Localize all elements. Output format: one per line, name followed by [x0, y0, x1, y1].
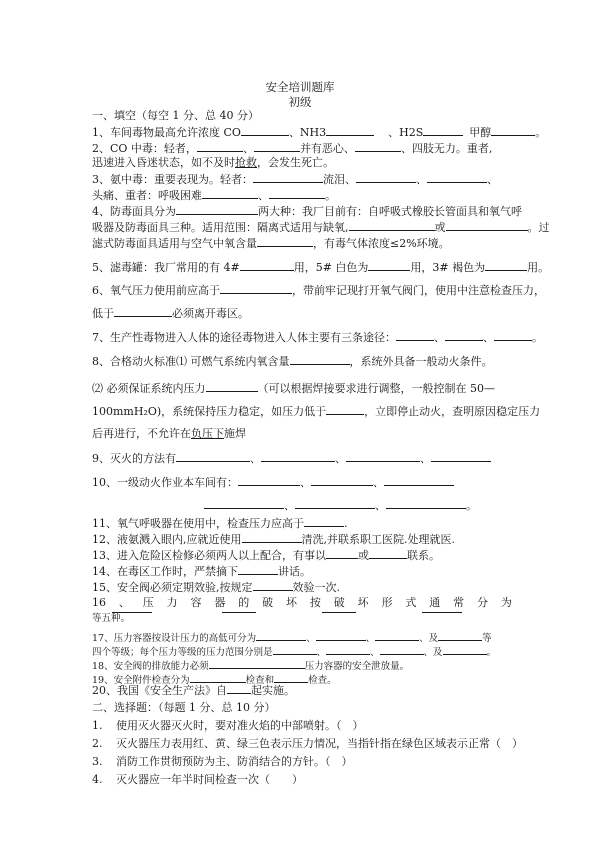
- blank[interactable]: [445, 330, 483, 341]
- blank[interactable]: [274, 672, 308, 683]
- blank[interactable]: [356, 172, 416, 183]
- choice-question-1: 1. 使用灭火器灭火时，要对准火焰的中部喷射。（ ）: [92, 719, 364, 732]
- blank[interactable]: [238, 564, 278, 575]
- blank[interactable]: [311, 475, 373, 486]
- blank[interactable]: [423, 125, 463, 136]
- blank[interactable]: [316, 630, 366, 641]
- question-10-line-1: 10、一级动火作业本车间有： 、 、: [92, 475, 512, 490]
- blank[interactable]: [254, 141, 300, 152]
- blank[interactable]: [355, 141, 401, 152]
- blank[interactable]: [290, 354, 350, 365]
- blank[interactable]: [257, 236, 313, 247]
- question-4-line-2: 吸器及防毒面具三种。适用范围：隔离式适用与缺氧, 或 。过: [92, 221, 550, 234]
- question-2-line-1: 2、CO 中毒：轻者， 、 并有恶心、 、四肢无力。重者,: [92, 142, 493, 155]
- blank[interactable]: [369, 548, 407, 559]
- question-4-line-1: 4、防毒面具分为 两大种：我厂目前有：自呼吸式橡胶长管面具和氧气呼: [92, 205, 522, 218]
- blank[interactable]: [443, 644, 487, 655]
- blank[interactable]: [427, 172, 487, 183]
- question-4-line-3: 滤式防毒面具适用与空气中氧含量 ，有毒气体浓度≤2%环境。: [92, 237, 450, 250]
- question-10-line-2: 、 、 。: [92, 498, 512, 513]
- question-8-line-3: 100mmH₂O)，系统保持压力稳定，如压力低于 ，立即停止动火，查明原因稳定压力: [92, 405, 541, 418]
- question-8-line-4: 后再进行，不允许在负压下施焊: [92, 427, 246, 440]
- question-17-line-2: 四个等级；每个压力等级的压力范围分别是 、 、 、及 。: [92, 644, 512, 660]
- blank[interactable]: [176, 204, 258, 215]
- question-3-line-1: 3、氨中毒：重要表现为。轻者： 流泪、 、 、: [92, 173, 498, 186]
- blank[interactable]: [375, 630, 419, 641]
- question-8-line-1: 8、合格动火标准⑴ 可燃气系统内氧含量 ，系统外具备一般动火条件。: [92, 355, 493, 368]
- blank[interactable]: [261, 451, 335, 462]
- blank[interactable]: [326, 644, 370, 655]
- question-17-line-1: 17、压力容器按设计压力的高低可分为 、 、 、及 等: [92, 630, 512, 646]
- question-15: 15、安全阀必须定期效验,按规定 效验一次.: [92, 581, 340, 594]
- question-8-line-2: ⑵ 必须保证系统内压力 （可以根据焊接要求进行调整，一般控制在 50—: [92, 382, 495, 395]
- choice-question-3: 3. 消防工作贯彻预防为主、防消结合的方针。（ ）: [92, 755, 353, 768]
- question-19: 19、安全附件检查分为 检查和 检查。: [92, 672, 512, 688]
- blank[interactable]: [386, 498, 466, 509]
- question-11: 11、氧气呼吸器在使用中，检查压力应高于 .: [92, 517, 348, 530]
- question-12: 12、液氨溅入眼内,应就近使用 清洗,并联系职工医院.处理就医.: [92, 533, 455, 546]
- blank[interactable]: [114, 306, 172, 317]
- blank[interactable]: [326, 548, 358, 559]
- blank[interactable]: [190, 672, 246, 683]
- blank[interactable]: [349, 220, 435, 231]
- question-6-line-1: 6、氧气压力使用前应高于 ，带前牢记现打开氧气阀门，使用中注意检查压力，: [92, 284, 545, 297]
- blank[interactable]: [227, 683, 251, 694]
- blank[interactable]: [438, 630, 482, 641]
- question-13: 13、进入危险区检修必须两人以上配合，有事以 或 联系。: [92, 549, 440, 562]
- blank[interactable]: [269, 188, 325, 199]
- doc-subtitle: 初级: [288, 95, 312, 109]
- blank[interactable]: [238, 475, 300, 486]
- blank[interactable]: [206, 381, 258, 392]
- blank[interactable]: [256, 630, 306, 641]
- blank[interactable]: [253, 580, 293, 591]
- blank[interactable]: [204, 498, 284, 509]
- blank[interactable]: [346, 451, 420, 462]
- question-2-line-2: 迅速进入昏迷状态，如不及时抢救，会发生死亡。: [92, 156, 334, 169]
- blank[interactable]: [446, 220, 528, 231]
- blank[interactable]: [326, 125, 374, 136]
- question-9: 9、灭火的方法有 、 、 、: [92, 451, 512, 466]
- blank[interactable]: [326, 404, 364, 415]
- question-6-line-2: 低于 必须离开毒区。: [92, 307, 249, 320]
- question-1: 1、车间毒物最高允许浓度 CO 、NH3 、H2S 甲醇 。: [92, 126, 547, 139]
- blank[interactable]: [202, 188, 258, 199]
- question-16-line-2: 等五种。: [92, 613, 131, 624]
- blank[interactable]: [176, 451, 250, 462]
- question-5: 5、滤毒罐：我厂常用的有 4# 用，5# 白色为 用，3# 褐色为 用。: [92, 261, 550, 274]
- blank[interactable]: [380, 644, 424, 655]
- blank[interactable]: [240, 260, 294, 271]
- blank[interactable]: [368, 260, 410, 271]
- question-16-line-1: 16 、 压 力 容 器 的 破 坏 按 破 坏 形 式 通 常 分 为: [92, 596, 512, 609]
- question-20: 20、我国《安全生产法》自 起实施。: [92, 684, 295, 697]
- blank[interactable]: [304, 516, 344, 527]
- doc-title: 安全培训题库: [265, 80, 335, 94]
- blank[interactable]: [197, 141, 243, 152]
- choice-question-2: 2. 灭火器压力表用红、黄、绿三色表示压力情况，当指针指在绿色区域表示正常（ ）: [92, 737, 523, 750]
- choice-question-4: 4. 灭火器应一年半时间检查一次（ ）: [92, 773, 303, 786]
- blank[interactable]: [494, 330, 532, 341]
- blank[interactable]: [431, 451, 491, 462]
- blank[interactable]: [384, 475, 454, 486]
- section-choice-heading: 二、选择题：（每题 1 分、总 10 分）: [92, 701, 276, 714]
- blank[interactable]: [491, 125, 535, 136]
- blank[interactable]: [220, 283, 292, 294]
- blank[interactable]: [253, 172, 323, 183]
- blank[interactable]: [485, 260, 527, 271]
- question-14: 14、在毒区工作时，严禁摘下 讲话。: [92, 565, 311, 578]
- question-7: 7、生产性毒物进入人体的途径毒物进入人体主要有三条途径： 、 、 。: [92, 331, 543, 344]
- blank[interactable]: [209, 658, 305, 669]
- blank[interactable]: [396, 330, 434, 341]
- blank[interactable]: [242, 532, 302, 543]
- question-18: 18、安全阀的排放能力必须 压力容器的安全泄放量。: [92, 658, 512, 674]
- blank[interactable]: [295, 498, 375, 509]
- blank[interactable]: [273, 644, 317, 655]
- section-fill-heading: 一、填空（每空 1 分、总 40 分）: [92, 109, 259, 122]
- blank[interactable]: [241, 125, 289, 136]
- question-3-line-2: 头痛、重者：呼吸困难 、 。: [92, 189, 336, 202]
